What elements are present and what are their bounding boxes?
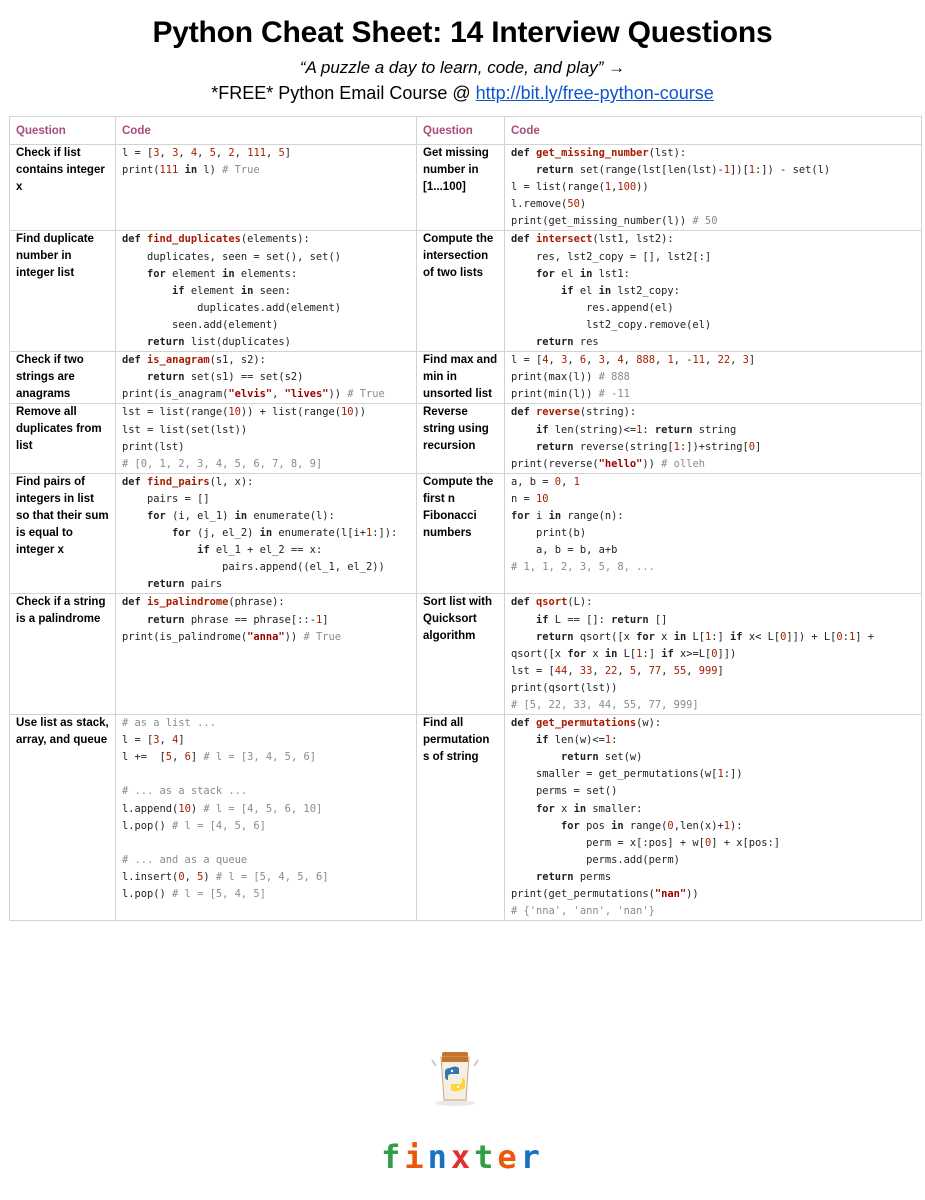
question-cell: Remove all duplicates from list: [10, 404, 116, 473]
column-header-code: Code: [116, 117, 417, 145]
code-block: def intersect(lst1, lst2): res, lst2_copy = [], lst2[:] for el in lst1: if el in lst2_copy: res.append(el) lst2_copy.remove(el) return res: [511, 233, 712, 349]
code-cell: [505, 473, 922, 594]
code-block: def get_permutations(w): if len(w)<=1: return set(w) smaller = get_permutations(w[1:]) perms = set() for x in smaller: for pos in range(0,len(x)+1): perm = x[:pos] + w[0] + x[pos:] perms.add(perm) return perms print(get_permutations("nan")) # {'nna', 'ann', 'nan'}: [511, 717, 781, 918]
column-header-code: Code: [505, 117, 922, 145]
code-cell: [116, 594, 417, 715]
code-block: def find_pairs(l, x): pairs = [] for (i, el_1) in enumerate(l): for (j, el_2) in enumerate(l[i+1:]): if el_1 + el_2 == x: pairs.append((el_1, el_2)) return pairs: [122, 475, 398, 591]
table-row: [10, 473, 922, 594]
question-cell: Check if a string is a palindrome: [10, 594, 116, 715]
finxter-brand: [0, 1138, 925, 1176]
code-block: def is_palindrome(phrase): return phrase == phrase[::-1] print(is_palindrome("anna")) # True: [122, 596, 341, 643]
code-cell: [505, 231, 922, 352]
question-cell: Find duplicate number in integer list: [10, 231, 116, 352]
code-cell: [505, 145, 922, 231]
question-cell: Find max and min in unsorted list: [417, 352, 505, 404]
table-row: [10, 352, 922, 404]
cheat-sheet-table: [9, 116, 922, 921]
table-row: [10, 145, 922, 231]
brand-letter: x: [450, 1138, 475, 1176]
code-block: def is_anagram(s1, s2): return set(s1) == set(s2) print(is_anagram("elvis", "lives")) # True: [122, 354, 385, 401]
header: [0, 14, 925, 106]
code-cell: [505, 404, 922, 473]
code-cell: [505, 715, 922, 921]
code-block: lst = list(range(10)) + list(range(10)) lst = list(set(lst)) print(lst) # [0, 1, 2, 3, 4, 5, 6, 7, 8, 9]: [122, 406, 366, 470]
code-cell: [505, 594, 922, 715]
code-block: def get_missing_number(lst): return set(range(lst[len(lst)-1])[1:]) - set(l) l = list(range(1,100)) l.remove(50) print(get_missing_number(l)) # 50: [511, 147, 831, 228]
course-line: [0, 80, 925, 106]
question-cell: Check if two strings are anagrams: [10, 352, 116, 404]
code-cell: [116, 231, 417, 352]
table-header-row: [10, 117, 922, 145]
code-block: def find_duplicates(elements): duplicates, seen = set(), set() for element in elements: if element in seen: duplicates.add(element) seen.add(element) return list(duplicates): [122, 233, 341, 349]
code-cell: [116, 404, 417, 473]
question-cell: Compute the intersection of two lists: [417, 231, 505, 352]
code-cell: [116, 473, 417, 594]
question-cell: Compute the first n Fibonacci numbers: [417, 473, 505, 594]
code-block: l = [4, 3, 6, 3, 4, 888, 1, -11, 22, 3] print(max(l)) # 888 print(min(l)) # -11: [511, 354, 756, 401]
table-row: [10, 594, 922, 715]
table-row: [10, 715, 922, 921]
page-title: Python Cheat Sheet: 14 Interview Questions: [152, 16, 773, 49]
brand-letter: f: [381, 1138, 405, 1176]
code-cell: [116, 145, 417, 231]
code-block: def reverse(string): if len(string)<=1: return string return reverse(string[1:])+string[0] print(reverse("hello")) # olleh: [511, 406, 762, 470]
brand-letter: t: [474, 1138, 498, 1176]
question-cell: Reverse string using recursion: [417, 404, 505, 473]
question-cell: Sort list with Quicksort algorithm: [417, 594, 505, 715]
python-coffee-mascot-icon: [424, 1046, 486, 1108]
question-cell: Check if list contains integer x: [10, 145, 116, 231]
code-cell: [116, 715, 417, 921]
code-block: l = [3, 3, 4, 5, 2, 111, 5] print(111 in l) # True: [122, 147, 292, 177]
question-cell: Find pairs of integers in list so that their sum is equal to integer x: [10, 473, 116, 594]
brand-letter: e: [497, 1138, 521, 1176]
table-row: [10, 404, 922, 473]
brand-letter: r: [520, 1138, 544, 1176]
question-cell: Get missing number in [1...100]: [417, 145, 505, 231]
page-subtitle: “A puzzle a day to learn, code, and play” →: [299, 58, 626, 77]
code-cell: [116, 352, 417, 404]
column-header-question: Question: [10, 117, 116, 145]
brand-letter: n: [427, 1138, 451, 1176]
code-block: def qsort(L): if L == []: return [] return qsort([x for x in L[1:] if x< L[0]]) + L[0:1] + qsort([x for x in L[1:] if x>=L[0]]) lst = [44, 33, 22, 5, 77, 55, 999] print(qsort(lst)) # [5, 22, 33, 44, 55, 77, 999]: [511, 596, 874, 711]
course-link[interactable]: http://bit.ly/free-python-course: [475, 83, 714, 103]
column-header-question: Question: [417, 117, 505, 145]
question-cell: Use list as stack, array, and queue: [10, 715, 116, 921]
question-cell: Find all permutation s of string: [417, 715, 505, 921]
table-row: [10, 231, 922, 352]
code-block: # as a list ... l = [3, 4] l += [5, 6] # l = [3, 4, 5, 6] # ... as a stack ... l.append(10) # l = [4, 5, 6, 10] l.pop() # l = [4, 5, 6] # ... and as a queue l.insert(0, 5) # l = [5, 4, 5, 6] l.pop() # l = [5, 4, 5]: [122, 717, 329, 901]
code-cell: [505, 352, 922, 404]
brand-letter: i: [404, 1138, 428, 1176]
course-prefix: *FREE* Python Email Course @: [211, 83, 476, 103]
code-block: a, b = 0, 1 n = 10 for i in range(n): print(b) a, b = b, a+b # 1, 1, 2, 3, 5, 8, ...: [511, 475, 655, 574]
